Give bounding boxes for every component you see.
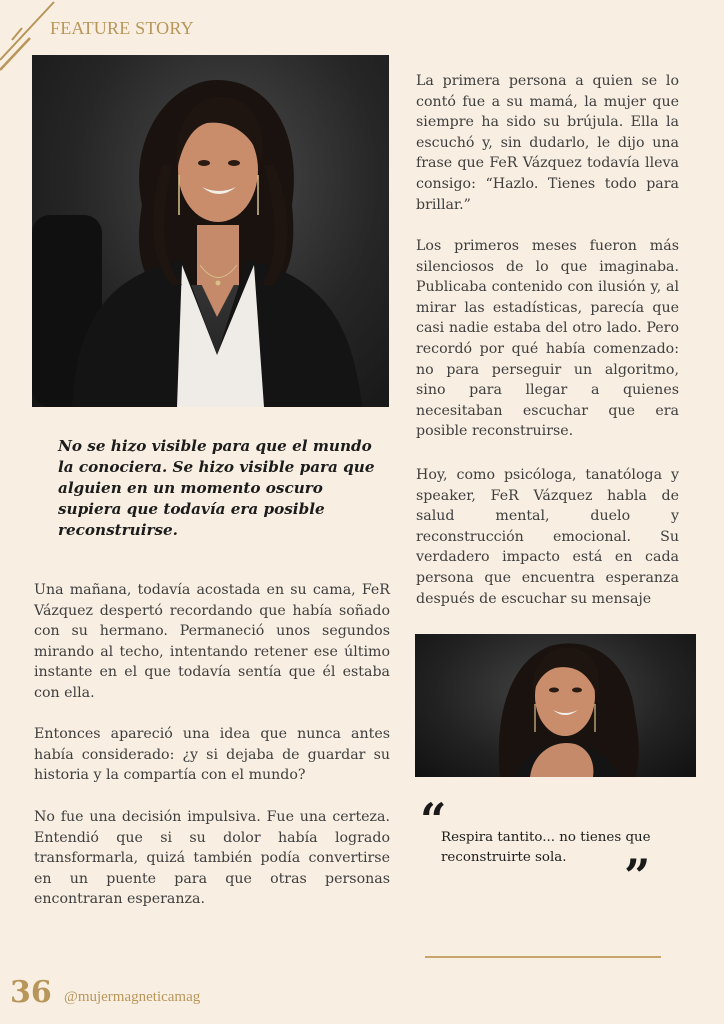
page-number: 36 xyxy=(10,975,52,1010)
divider-line xyxy=(425,956,661,958)
social-handle: @mujermagneticamag xyxy=(64,989,201,1005)
secondary-portrait-illustration xyxy=(415,634,696,777)
right-paragraph-3: Hoy, como psicóloga, tanatóloga y speaker, FeR Vázquez habla de salud mental, duelo y reconstrucción emocional. Su verdadero impacto está en cada persona que encuentra esperanza después de escuchar su mensaje xyxy=(416,467,679,607)
left-paragraph-3: No fue una decisión impulsiva. Fue una certeza. Entendió que si su dolor había logrado transformarla, quizá también podía convertirse en un puente para que otras personas encontraran esperanza. xyxy=(34,809,390,908)
close-quote-icon: ” xyxy=(624,849,651,903)
secondary-portrait-photo xyxy=(415,634,696,777)
section-label: FEATURE STORY xyxy=(50,18,194,38)
right-paragraph-1: La primera persona a quien se lo contó fue a su mamá, la mujer que siempre ha sido su brújula. Ella la escuchó y, sin dudarlo, le dijo una frase que FeR Vázquez todavía lleva consigo: “Hazlo. Tienes todo para brillar.” xyxy=(416,73,679,213)
right-paragraph-2: Los primeros meses fueron más silenciosos de lo que imaginaba. Publicaba contenido con ilusión y, al mirar las estadísticas, parecía que casi nadie estaba del otro lado. Pero recordó por qué había comenzado: no para perseguir un algoritmo, sino para llegar a quienes necesitaban escuchar que era posible reconstruirse. xyxy=(416,238,679,440)
open-quote-icon: “ xyxy=(420,793,447,847)
main-portrait-photo xyxy=(32,55,389,407)
left-paragraph-2: Entonces apareció una idea que nunca antes había considerado: ¿y si dejaba de guardar su historia y la compartía con el mundo? xyxy=(34,726,390,784)
secondary-quote: Respira tantito... no tienes que reconstruirte sola. xyxy=(441,830,651,865)
portrait-illustration xyxy=(32,55,389,407)
left-paragraph-1: Una mañana, todavía acostada en su cama, FeR Vázquez despertó recordando que había soñado con su hermano. Permaneció unos segundos mirando al techo, intentando retener ese último instante en el que todavía sentía que él estaba con ella. xyxy=(34,582,390,701)
pull-quote: No se hizo visible para que el mundo la conociera. Se hizo visible para que alguien en un momento oscuro supiera que todavía era posible reconstruirse. xyxy=(58,437,375,539)
